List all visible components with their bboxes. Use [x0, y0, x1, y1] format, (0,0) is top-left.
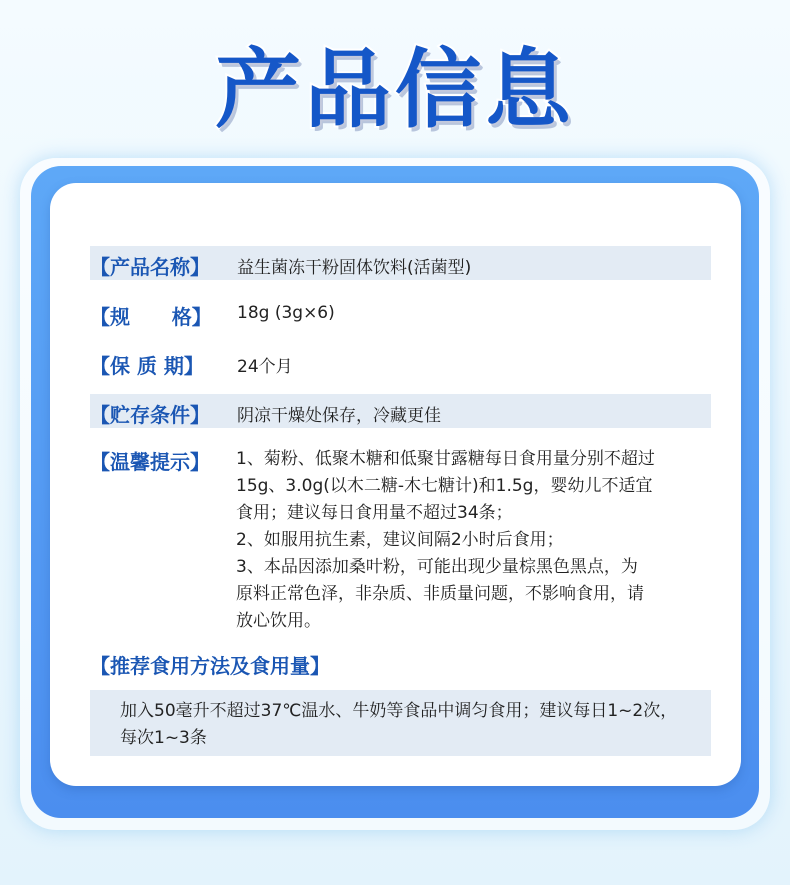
usage-line: 加入50毫升不超过37℃温水、牛奶等食品中调匀食用；建议每日1~2次， [120, 701, 678, 721]
product-name-label: 【产品名称】 [90, 255, 210, 279]
row-storage [90, 394, 711, 428]
storage-value: 阴凉干燥处保存，冷藏更佳 [237, 406, 441, 426]
row-shelf-life [90, 345, 711, 379]
tips-line: 食用；建议每日食用量不超过34条； [236, 503, 513, 523]
row-product-name [90, 246, 711, 280]
shelf-life-value: 24个月 [237, 357, 293, 377]
tips-line: 2、如服用抗生素，建议间隔2小时后食用； [236, 530, 564, 550]
tips-line: 3、本品因添加桑叶粉，可能出现少量棕黑色黑点，为 [236, 557, 638, 577]
page-title-text: 产品信息 [215, 40, 575, 140]
tips-line: 放心饮用。 [236, 611, 321, 631]
tips-label: 【温馨提示】 [90, 450, 210, 474]
page-title [0, 30, 790, 150]
usage-text [120, 698, 715, 752]
spec-value: 18g (3g×6) [237, 303, 335, 323]
tips-line: 原料正常色泽，非杂质、非质量问题，不影响食用，请 [236, 584, 644, 604]
tips-line: 1、菊粉、低聚木糖和低聚甘露糖每日食用量分别不超过 [236, 449, 655, 469]
product-name-value: 益生菌冻干粉固体饮料(活菌型) [237, 258, 472, 278]
storage-label: 【贮存条件】 [90, 403, 210, 427]
tips-line: 15g、3.0g(以木二糖-木七糖计)和1.5g，婴幼儿不适宜 [236, 476, 653, 496]
usage-line: 每次1~3条 [120, 728, 207, 748]
usage-box [90, 690, 711, 756]
shelf-life-label: 【保 质 期】 [90, 354, 204, 378]
spec-label: 【规 格】 [90, 305, 212, 329]
usage-heading: 【推荐食用方法及食用量】 [90, 654, 330, 678]
row-spec [90, 296, 711, 330]
row-usage-heading [90, 650, 711, 684]
tips-text [236, 446, 706, 635]
